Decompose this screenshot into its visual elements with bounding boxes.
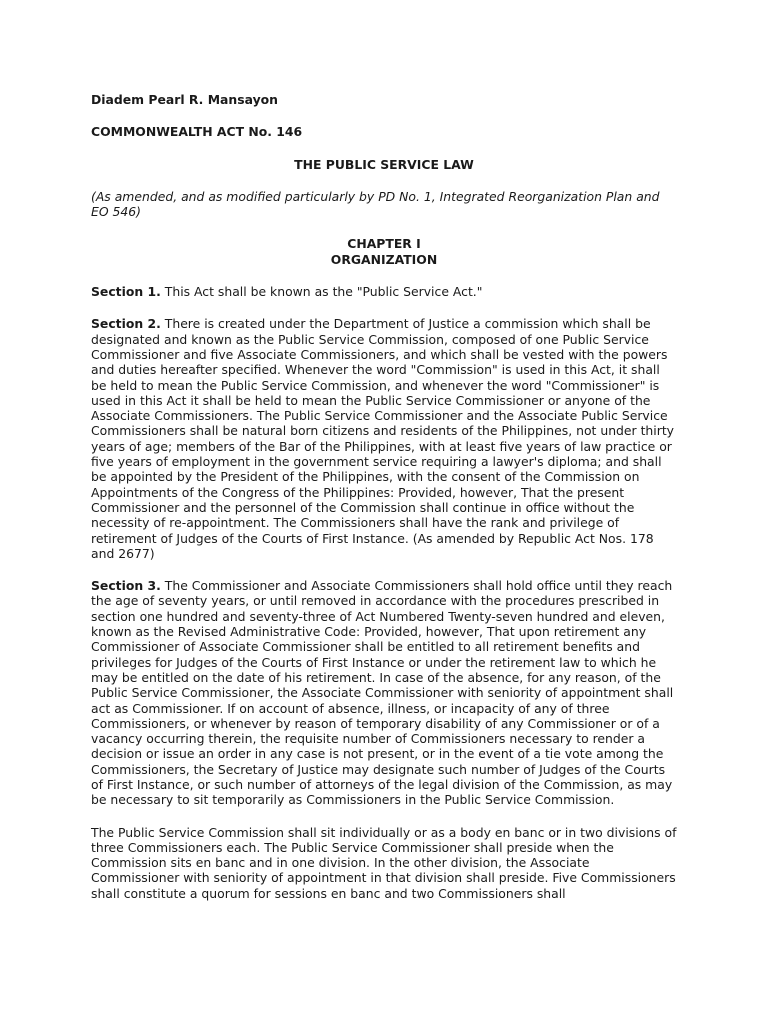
closing-paragraph: The Public Service Commission shall sit individually or as a body en banc or in two divisions of three Commissioners each. The Public Service Commissioner shall preside when the Commission sits en banc and in one division. In the other division, the Associate Commissioner with seniority of appointment in that division shall preside. Five Commissioners shall constitute a quorum for sessions en banc and two Commissioners shall [91, 824, 677, 901]
chapter-heading [91, 236, 677, 267]
author-name: Diadem Pearl R. Mansayon [91, 92, 278, 107]
section-3-heading: Section 3. [91, 578, 161, 594]
chapter-number: CHAPTER I [347, 236, 421, 252]
section-3-text: The Commissioner and Associate Commissioners shall hold office until they reach the age of seventy years, or until removed in accordance with the procedures prescribed in section one hundred and seventy-three of Act Numbered Twenty-seven hundred and eleven, known as the Revised Administrative Code: Provided, however, That upon retirement any Commissioner of Associate Commissioner shall be entitled to all retirement benefits and privileges for Judges of the Courts of First Instance or under the retirement law to which he may be entitled on the date of his retirement. In case of the absence, for any reason, of the Public Service Commissioner, the Associate Commissioner with seniority of appointment shall act as Commissioner. If on account of absence, illness, or incapacity of any of three Commissioners, or whenever by reason of temporary disability of any Commissioner or of a vacancy occurring therein, the requisite number of Commissioners necessary to render a decision or issue an order in any case is not present, or in the event of a tie vote among the Commissioners, the Secretary of Justice may designate such number of Judges of the Courts of First Instance, or such number of attorneys of the legal division of the Commission, as may be necessary to sit temporarily as Commissioners in the Public Service Commission. [91, 578, 674, 808]
section-2-heading: Section 2. [91, 316, 161, 332]
document-page [91, 92, 677, 918]
document-title: THE PUBLIC SERVICE LAW [294, 156, 474, 172]
chapter-name: ORGANIZATION [330, 251, 438, 267]
section-1-text: This Act shall be known as the "Public Service Act." [160, 284, 483, 300]
amendment-note: (As amended, and as modified particularly by PD No. 1, Integrated Reorganization Plan and EO 546) [91, 188, 660, 220]
section-2 [91, 316, 677, 561]
section-3 [91, 578, 677, 807]
section-2-text: There is created under the Department of Justice a commission which shall be designated and known as the Public Service Commission, composed of one Public Service Commissioner and five Associate Commissioners, and which shall be vested with the powers and duties hereafter specified. Whenever the word "Commission" is used in this Act, it shall be held to mean the Public Service Commission, and whenever the word "Commissioner" is used in this Act it shall be held to mean the Public Service Commissioner or anyone of the Associate Commissioners. The Public Service Commissioner and the Associate Public Service Commissioners shall be natural born citizens and residents of the Philippines, not under thirty years of age; members of the Bar of the Philippines, with at least five years of law practice or five years of employment in the government service requiring a lawyer's diploma; and shall be appointed by the President of the Philippines, with the consent of the Commission on Appointments of the Congress of the Philippines: Provided, however, That the present Commissioner and the personnel of the Commission shall continue in office without the necessity of re-appointment. The Commissioners shall have the rank and privilege of retirement of Judges of the Courts of First Instance. (As amended by Republic Act Nos. 178 and 2677) [91, 316, 675, 561]
section-1-heading: Section 1. [91, 284, 161, 300]
section-1 [91, 284, 677, 299]
act-number: COMMONWEALTH ACT No. 146 [91, 124, 303, 140]
